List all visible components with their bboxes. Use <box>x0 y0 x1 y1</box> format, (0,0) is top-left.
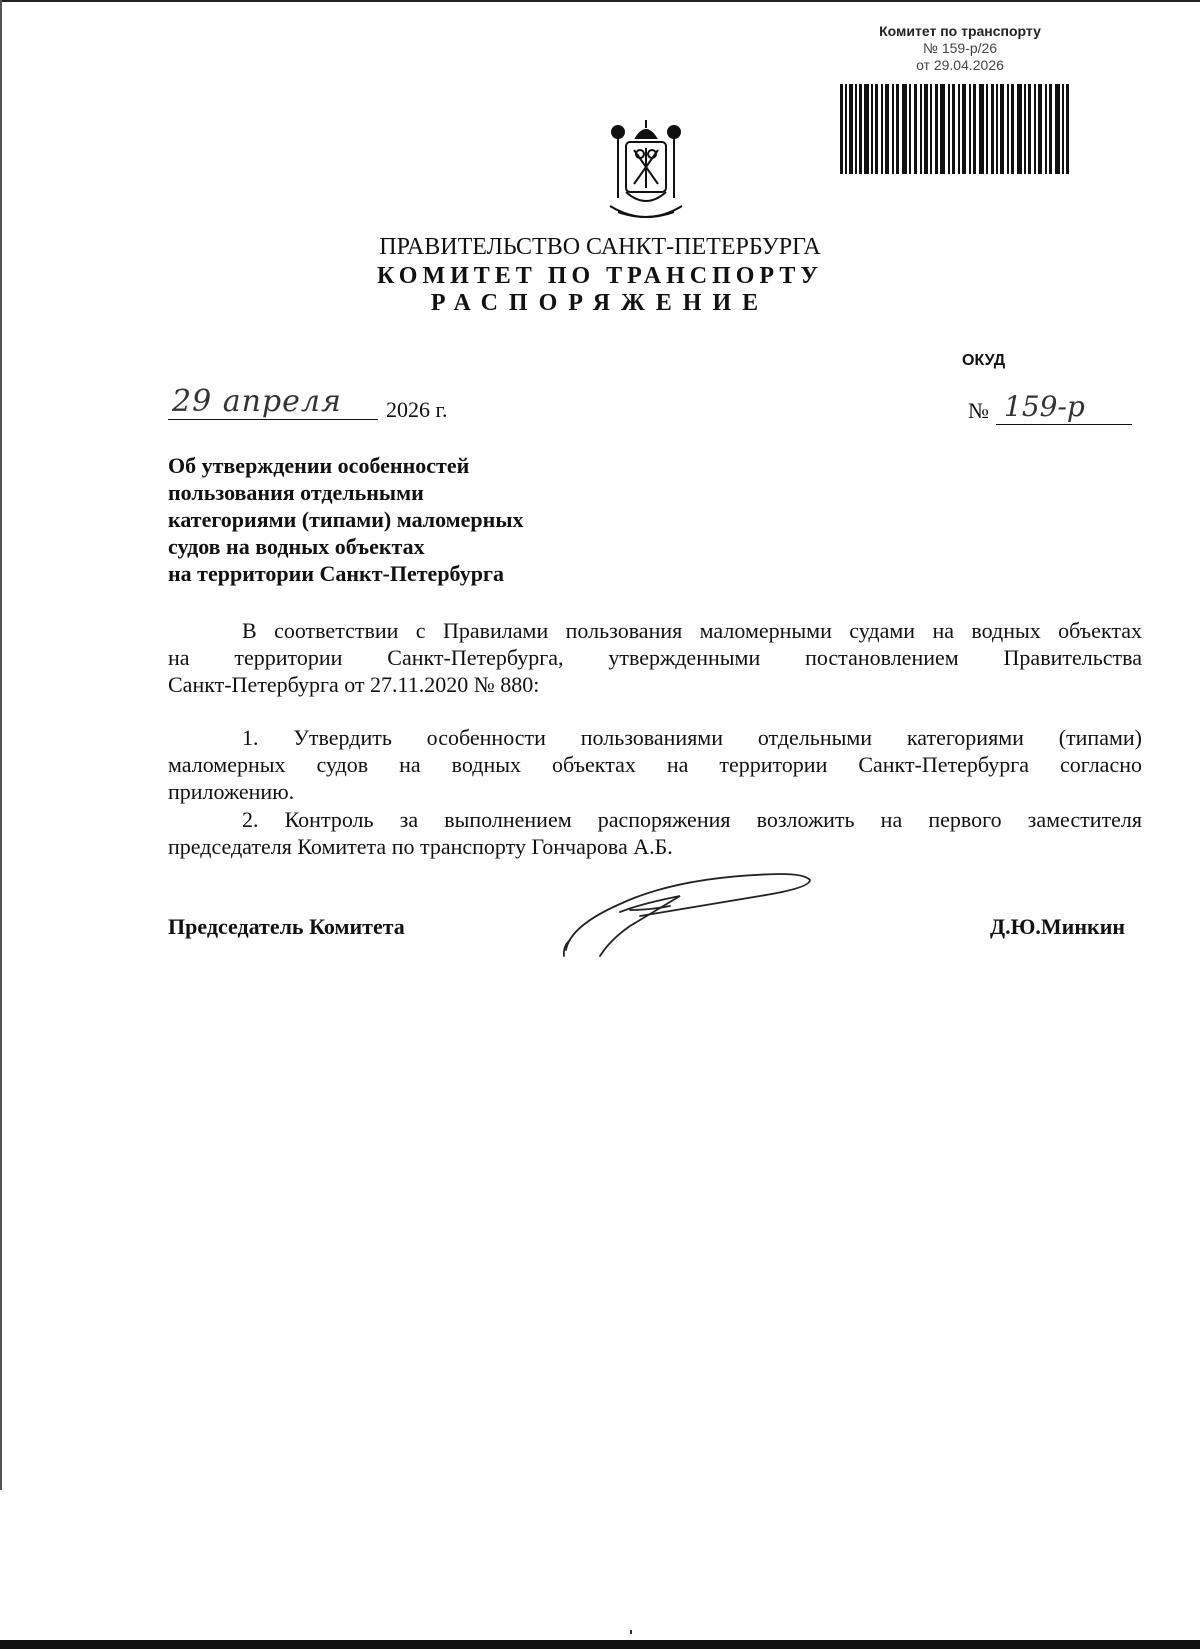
paragraph-line: В соответствии с Правилами пользования маломерными судами на водных объектах <box>242 618 1142 643</box>
paragraph-line: Санкт-Петербурга от 27.11.2020 № 880: <box>168 672 540 697</box>
barcode-icon <box>840 84 1070 174</box>
date-underline <box>168 419 378 420</box>
committee-title: КОМИТЕТ ПО ТРАНСПОРТУ <box>377 263 823 289</box>
paragraph-line: приложению. <box>168 779 295 804</box>
stamp-date: от 29.04.2026 <box>916 57 1004 73</box>
stamp-organization: Комитет по транспорту <box>879 23 1041 39</box>
coat-of-arms-icon <box>596 118 696 224</box>
signatory-title: Председатель Комитета <box>168 914 405 939</box>
stamp-number: № 159-р/26 <box>922 40 998 56</box>
handwritten-date: 29 апреля <box>172 384 342 419</box>
number-sign: № <box>968 398 989 423</box>
scan-artifact <box>630 1630 632 1634</box>
document-type: РАСПОРЯЖЕНИЕ <box>430 290 770 316</box>
page-border-left <box>0 0 2 1490</box>
page-border-top <box>0 0 1200 2</box>
government-title: ПРАВИТЕЛЬСТВО САНКТ-ПЕТЕРБУРГА <box>379 234 821 260</box>
paragraph-line: председателя Комитета по транспорту Гончарова А.Б. <box>168 834 673 859</box>
preamble-paragraph <box>168 617 1142 698</box>
signatory-name: Д.Ю.Минкин <box>990 914 1126 939</box>
okud-label: ОКУД <box>962 352 1006 369</box>
document-subject <box>168 452 628 587</box>
date-year: 2026 г. <box>386 397 448 422</box>
registration-stamp <box>840 22 1080 74</box>
subject-line: Об утверждении особенностей <box>168 453 470 478</box>
paragraph-line: на территории Санкт-Петербурга, утвержденными постановлением Правительства <box>168 645 1142 670</box>
subject-line: судов на водных объектах <box>168 534 425 559</box>
subject-line: пользования отдельными <box>168 480 424 505</box>
number-underline <box>996 424 1132 425</box>
paragraph-line: маломерных судов на водных объектах на территории Санкт-Петербурга согласно <box>168 752 1142 777</box>
item-1-paragraph <box>168 724 1142 805</box>
handwritten-signature <box>560 866 830 966</box>
subject-line: категориями (типами) маломерных <box>168 507 524 532</box>
page-border-bottom <box>0 1640 1200 1649</box>
paragraph-line: 2. Контроль за выполнением распоряжения возложить на первого заместителя <box>242 807 1142 832</box>
item-2-paragraph <box>168 806 1142 860</box>
handwritten-number: 159-р <box>1004 390 1085 423</box>
subject-line: на территории Санкт-Петербурга <box>168 561 504 586</box>
paragraph-line: 1. Утвердить особенности пользованиями отдельными категориями (типами) <box>242 725 1142 750</box>
